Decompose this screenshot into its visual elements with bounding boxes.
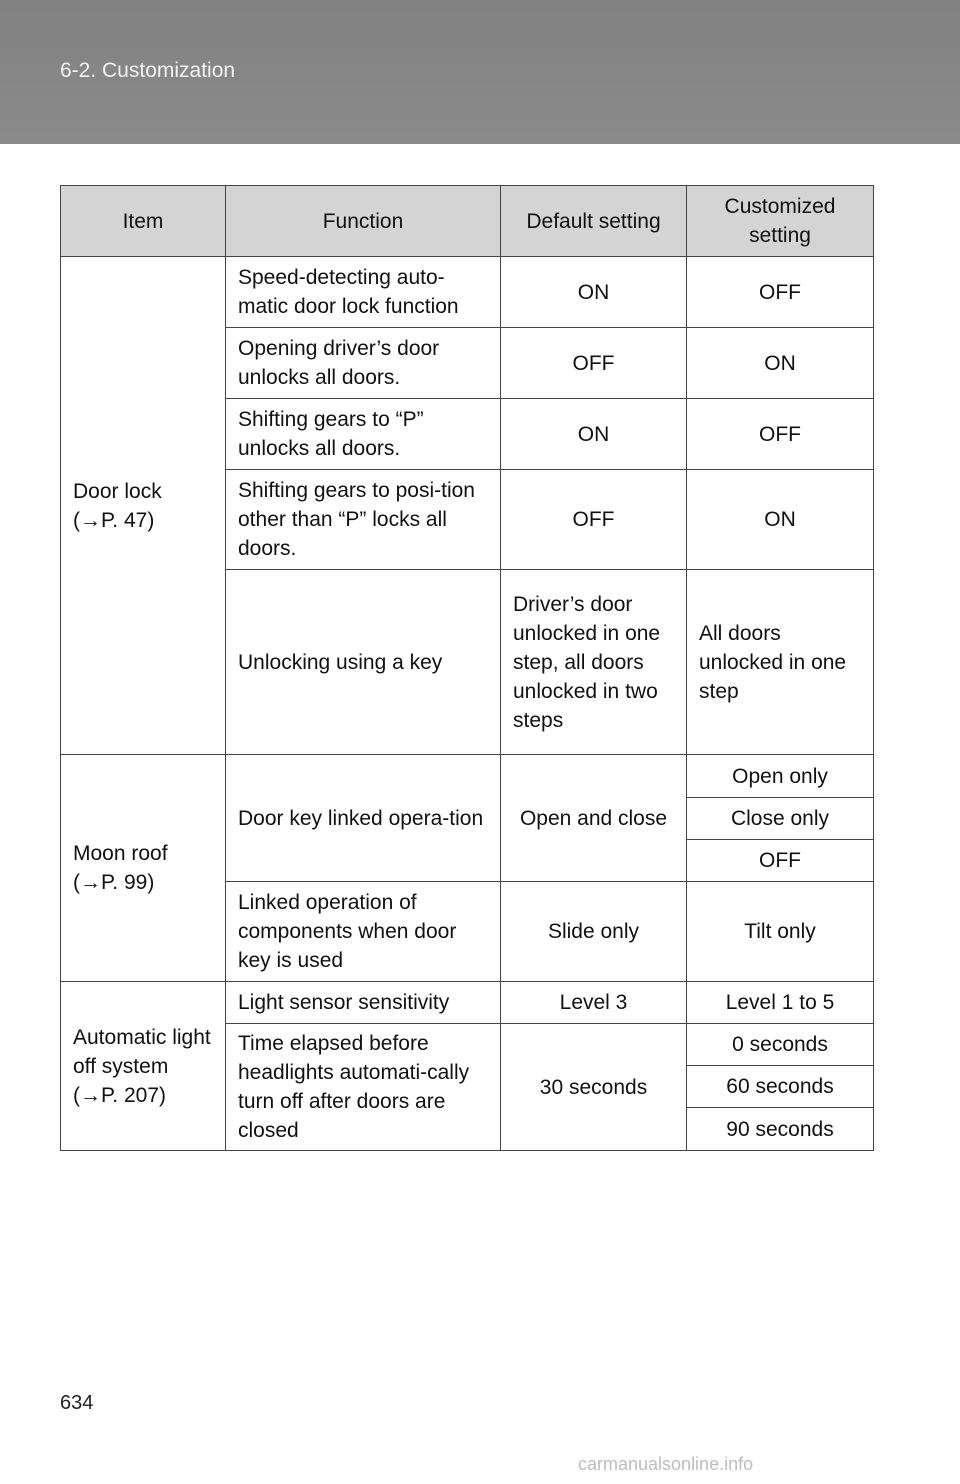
custom-cell: Close only bbox=[687, 798, 874, 840]
customization-table bbox=[60, 185, 874, 1151]
custom-cell: 90 seconds bbox=[687, 1108, 874, 1151]
default-cell: Open and close bbox=[501, 755, 687, 882]
column-header-default: Default setting bbox=[501, 186, 687, 257]
default-cell: OFF bbox=[501, 328, 687, 399]
column-header-customized: Customized setting bbox=[687, 186, 874, 257]
custom-cell: 0 seconds bbox=[687, 1024, 874, 1066]
page-reference: (→P. 207) bbox=[73, 1083, 166, 1107]
item-name: Moon roof bbox=[73, 842, 168, 865]
item-cell-light-off bbox=[61, 982, 226, 1151]
custom-cell: Tilt only bbox=[687, 882, 874, 982]
page-reference: (→P. 99) bbox=[73, 871, 155, 894]
default-cell: ON bbox=[501, 399, 687, 470]
custom-cell: All doors unlocked in one step bbox=[687, 570, 874, 755]
item-name: Automatic light off system bbox=[73, 1025, 211, 1078]
page-header-band bbox=[0, 0, 960, 144]
default-cell: Level 3 bbox=[501, 982, 687, 1024]
function-cell: Linked operation of components when door key is used bbox=[226, 882, 501, 982]
function-cell: Time elapsed before headlights automati-cally turn off after doors are closed bbox=[226, 1024, 501, 1151]
custom-cell: ON bbox=[687, 470, 874, 570]
default-cell: 30 seconds bbox=[501, 1024, 687, 1151]
default-cell: OFF bbox=[501, 470, 687, 570]
custom-cell: Level 1 to 5 bbox=[687, 982, 874, 1024]
function-cell: Speed-detecting auto-matic door lock function bbox=[226, 257, 501, 328]
function-cell: Unlocking using a key bbox=[226, 570, 501, 755]
column-header-function: Function bbox=[226, 186, 501, 257]
default-cell: Slide only bbox=[501, 882, 687, 982]
table-header-row bbox=[61, 186, 874, 257]
page-reference: (→P. 47) bbox=[73, 508, 155, 532]
table-row bbox=[61, 257, 874, 328]
section-title: 6-2. Customization bbox=[60, 59, 236, 82]
function-cell: Opening driver’s door unlocks all doors. bbox=[226, 328, 501, 399]
item-cell-moon-roof bbox=[61, 755, 226, 982]
custom-cell: OFF bbox=[687, 257, 874, 328]
page-number: 634 bbox=[60, 1392, 94, 1414]
item-name: Door lock bbox=[73, 479, 162, 503]
table-row bbox=[61, 982, 874, 1024]
function-cell: Shifting gears to “P” unlocks all doors. bbox=[226, 399, 501, 470]
custom-cell: OFF bbox=[687, 399, 874, 470]
function-cell: Light sensor sensitivity bbox=[226, 982, 501, 1024]
item-cell-door-lock bbox=[61, 257, 226, 755]
function-cell: Door key linked opera-tion bbox=[226, 755, 501, 882]
custom-cell: OFF bbox=[687, 840, 874, 882]
function-cell: Shifting gears to posi-tion other than “P” locks all doors. bbox=[226, 470, 501, 570]
watermark: carmanualsonline.info bbox=[578, 1454, 754, 1474]
custom-cell: Open only bbox=[687, 755, 874, 798]
custom-cell: 60 seconds bbox=[687, 1066, 874, 1108]
default-cell: Driver’s door unlocked in one step, all doors unlocked in two steps bbox=[501, 570, 687, 755]
table-row bbox=[61, 755, 874, 798]
custom-cell: ON bbox=[687, 328, 874, 399]
default-cell: ON bbox=[501, 257, 687, 328]
column-header-item: Item bbox=[61, 186, 226, 257]
